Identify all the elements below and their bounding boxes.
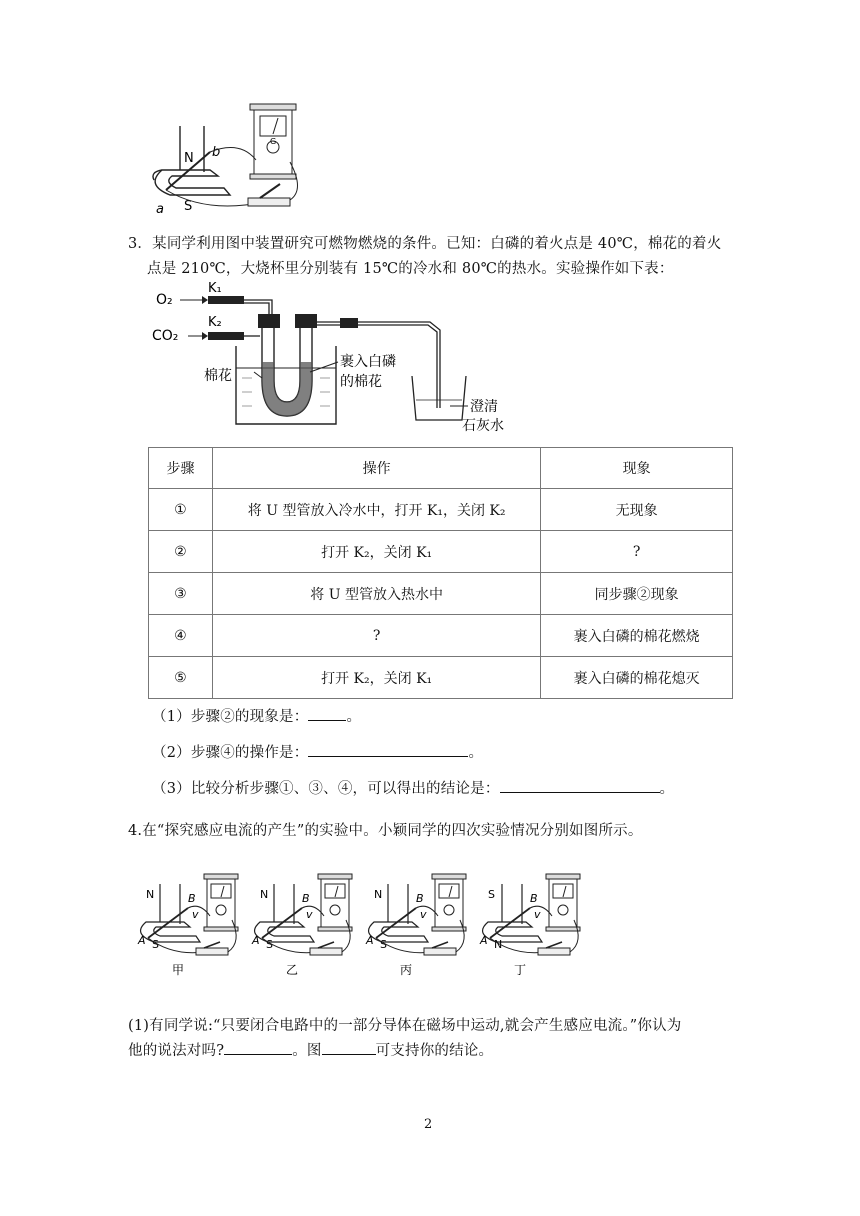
bottom-pole-label: N [494, 938, 503, 951]
cell-phenomenon: 无现象 [541, 489, 733, 531]
header-operation: 操作 [212, 448, 540, 489]
k2-label: K₂ [208, 315, 222, 330]
top-pole-label: S [488, 888, 495, 901]
velocity-label: v [420, 908, 427, 921]
experiment-panel [251, 874, 352, 977]
cell-operation: 将 U 型管放入热水中 [212, 573, 540, 615]
wrapped-cotton-label-1: 裹入白磷 [340, 354, 396, 370]
figure-magnet-galvanometer [140, 100, 310, 218]
bottom-pole-label: S [266, 938, 273, 951]
q3-sub2 [152, 741, 483, 762]
q4-sub1-figure-blank[interactable] [322, 1042, 376, 1055]
q3-sub1-prefix: （1）步骤②的现象是： [152, 709, 309, 725]
q3-sub3-suffix: 。 [659, 781, 675, 797]
q4-sub1-line-1: (1)有同学说:“只要闭合电路中的一部分导体在磁场中运动,就会产生感应电流。”你认为 [128, 1018, 682, 1034]
pole-s-label: S [184, 199, 193, 214]
q3-sub1-suffix: 。 [346, 709, 362, 725]
cell-phenomenon: 同步骤②现象 [541, 573, 733, 615]
rod-a-label: A [252, 934, 260, 947]
cell-step: ④ [149, 615, 213, 657]
experiment-panel [365, 874, 466, 977]
table-row [149, 489, 733, 531]
velocity-label: v [192, 908, 199, 921]
figure-four-experiments [132, 872, 592, 982]
cell-phenomenon: 裹入白磷的棉花熄灭 [541, 657, 733, 699]
rod-a-label: A [366, 934, 374, 947]
wrapped-cotton-label-2: 的棉花 [340, 374, 382, 390]
header-phenomenon: 现象 [541, 448, 733, 489]
table-header-row [149, 448, 733, 489]
meter-g-label: G [270, 137, 277, 146]
bottom-pole-label: S [152, 938, 159, 951]
figure-combustion-apparatus [150, 280, 530, 435]
q3-sub3 [152, 777, 674, 798]
panel-caption: 乙 [286, 963, 299, 977]
cell-step: ⑤ [149, 657, 213, 699]
cotton-label: 棉花 [204, 368, 232, 384]
k1-label: K₁ [208, 281, 222, 296]
top-pole-label: N [374, 888, 383, 901]
co2-label: CO₂ [152, 328, 179, 344]
q4-sub1-line-2 [128, 1039, 493, 1060]
cell-operation: 将 U 型管放入冷水中，打开 K₁，关闭 K₂ [212, 489, 540, 531]
steps-table [148, 447, 733, 699]
table-row [149, 531, 733, 573]
q4-sub1-text-c: 可支持你的结论。 [375, 1043, 494, 1059]
velocity-label: v [306, 908, 313, 921]
o2-label: O₂ [156, 292, 173, 308]
rod-b-label: B [416, 892, 424, 905]
q4-sub1-answer-blank[interactable] [224, 1042, 292, 1055]
pole-n-label: N [184, 151, 194, 166]
cell-phenomenon: 裹入白磷的棉花燃烧 [541, 615, 733, 657]
q3-sub2-answer-blank[interactable] [308, 744, 468, 757]
rod-b-label: B [188, 892, 196, 905]
point-a-label: a [156, 202, 164, 217]
limewater-label-1: 澄清 [470, 399, 498, 415]
cell-operation: ? [212, 615, 540, 657]
q3-line-2: 点是 210℃，大烧杯里分别装有 15℃的冷水和 80℃的热水。实验操作如下表： [147, 261, 674, 277]
panel-caption: 丁 [514, 963, 527, 977]
velocity-label: v [534, 908, 541, 921]
q4-sub1-text-a: 他的说法对吗? [128, 1043, 225, 1059]
q3-sub1 [152, 705, 361, 726]
table-row [149, 573, 733, 615]
top-pole-label: N [146, 888, 155, 901]
cell-step: ① [149, 489, 213, 531]
cell-operation: 打开 K₂，关闭 K₁ [212, 657, 540, 699]
cell-step: ② [149, 531, 213, 573]
q3-sub1-answer-blank[interactable] [308, 708, 346, 721]
q4-sub1-text-b: 。图 [292, 1043, 322, 1059]
q3-sub3-prefix: （3）比较分析步骤①、③、④，可以得出的结论是： [152, 781, 500, 797]
cell-phenomenon: ? [541, 531, 733, 573]
panel-caption: 甲 [172, 963, 185, 977]
rod-b-label: B [302, 892, 310, 905]
top-pole-label: N [260, 888, 269, 901]
table-row [149, 657, 733, 699]
header-step: 步骤 [149, 448, 213, 489]
q4-intro: 4.在“探究感应电流的产生”的实验中。小颖同学的四次实验情况分别如图所示。 [128, 823, 643, 839]
cell-operation: 打开 K₂，关闭 K₁ [212, 531, 540, 573]
rod-a-label: A [138, 934, 146, 947]
q3-sub2-suffix: 。 [468, 745, 484, 761]
experiment-panel [137, 874, 238, 977]
q3-line-1: 3．某同学利用图中装置研究可燃物燃烧的条件。已知：白磷的着火点是 40℃，棉花的着火 [128, 236, 722, 252]
q3-sub2-prefix: （2）步骤④的操作是： [152, 745, 309, 761]
rod-a-label: A [480, 934, 488, 947]
rod-b-label: B [530, 892, 538, 905]
q3-sub3-answer-blank[interactable] [500, 780, 660, 793]
experiment-panel [479, 874, 580, 977]
table-row [149, 615, 733, 657]
bottom-pole-label: S [380, 938, 387, 951]
cell-step: ③ [149, 573, 213, 615]
panel-caption: 丙 [400, 963, 413, 977]
page-number: 2 [424, 1117, 433, 1132]
limewater-label-2: 石灰水 [462, 418, 504, 434]
point-b-label: b [212, 145, 221, 160]
